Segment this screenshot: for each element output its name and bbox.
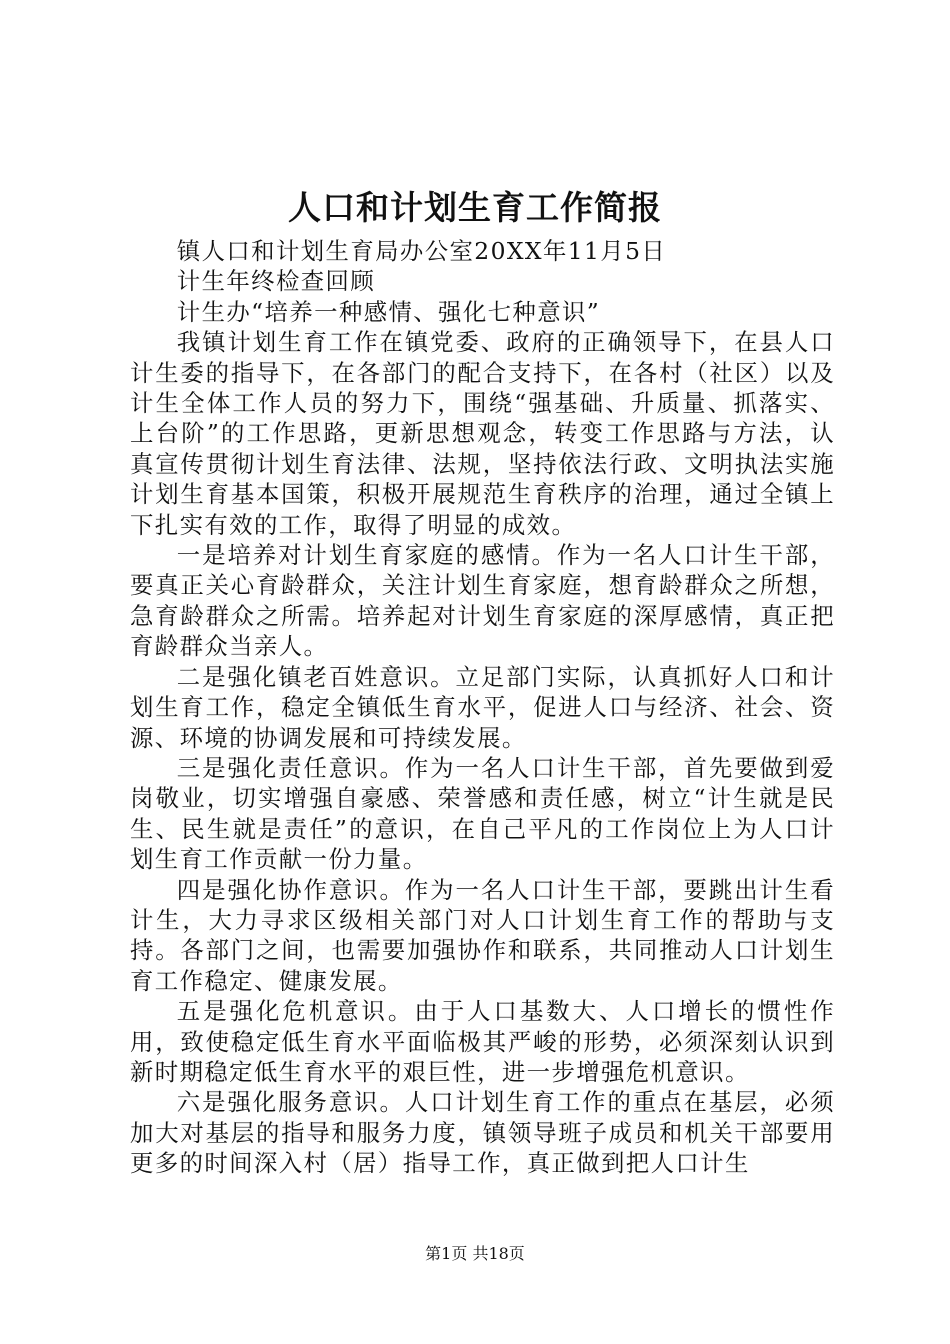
paragraph-point-2: 二是强化镇老百姓意识。立足部门实际，认真抓好人口和计划生育工作，稳定全镇低生育水平，促进人口与经济、社会、资源、环境的协调发展和可持续发展。: [130, 662, 835, 752]
paragraph-intro: 我镇计划生育工作在镇党委、政府的正确领导下，在县人口计生委的指导下，在各部门的配合支持下，在各村（社区）以及计生全体工作人员的努力下，围绕“强基础、升质量、抓落实、上台阶”的工作思路，更新思想观念，转变工作思路与方法，认真宣传贯彻计划生育法律、法规，坚持依法行政、文明执法实施计划生育基本国策，积极开展规范生育秩序的治理，通过全镇上下扎实有效的工作，取得了明显的成效。: [130, 328, 835, 539]
issuer-date-line: 镇人口和计划生育局办公室20XX年11月5日: [176, 237, 667, 265]
paragraph-point-5: 五是强化危机意识。由于人口基数大、人口增长的惯性作用，致使稳定低生育水平面临极其严峻的形势，必须深刻认识到新时期稳定低生育水平的艰巨性，进一步增强危机意识。: [130, 997, 835, 1086]
subtitle-review: 计生年终检查回顾: [176, 267, 376, 296]
paragraph-point-3: 三是强化责任意识。作为一名人口计生干部，首先要做到爱岗敬业，切实增强自豪感、荣誉感和责任感，树立“计生就是民生、民生就是责任”的意识，在自己平凡的工作岗位上为人口计划生育工作贡献一份力量。: [130, 753, 835, 874]
document-title: 人口和计划生育工作简报: [288, 188, 662, 227]
paragraph-point-4: 四是强化协作意识。作为一名人口计生干部，要跳出计生看计生，大力寻求区级相关部门对人口计划生育工作的帮助与支持。各部门之间，也需要加强协作和联系，共同推动人口计划生育工作稳定、健康发展。: [130, 875, 835, 995]
page-number-footer: 第1页 共18页: [425, 1244, 525, 1263]
paragraph-point-6: 六是强化服务意识。人口计划生育工作的重点在基层，必须加大对基层的指导和服务力度，镇领导班子成员和机关干部要用更多的时间深入村（居）指导工作，真正做到把人口计生: [130, 1088, 835, 1178]
document-body: [130, 236, 835, 1179]
paragraph-point-1: 一是培养对计划生育家庭的感情。作为一名人口计生干部，要真正关心育龄群众，关注计划生育家庭，想育龄群众之所想，急育龄群众之所需。培养起对计划生育家庭的深厚感情，真正把育龄群众当亲人。: [130, 541, 835, 661]
subtitle-theme: 计生办“培养一种感情、强化七种意识”: [176, 297, 601, 326]
